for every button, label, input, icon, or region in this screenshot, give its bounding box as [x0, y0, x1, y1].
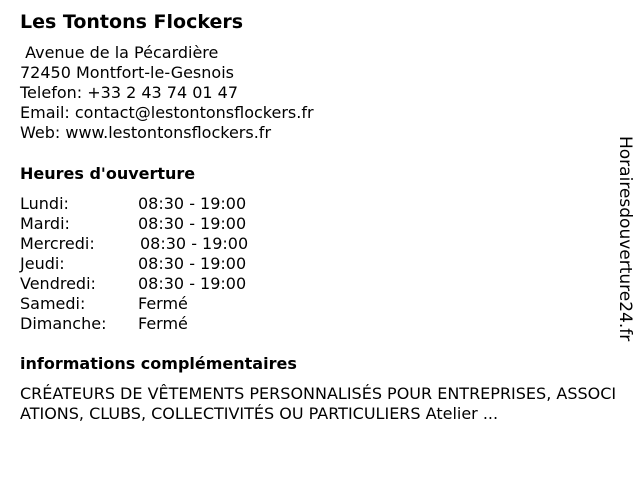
day-label: Samedi:: [20, 294, 86, 313]
hours-row-tuesday: [20, 214, 320, 234]
day-hours: 08:30 - 19:00: [138, 254, 247, 273]
hours-heading: Heures d'ouverture: [20, 164, 196, 183]
hours-row-saturday: [20, 294, 320, 314]
day-label: Dimanche:: [20, 314, 107, 333]
hours-table: [20, 194, 320, 334]
hours-row-friday: [20, 274, 320, 294]
hours-row-wednesday: [20, 234, 320, 254]
day-label: Vendredi:: [20, 274, 96, 293]
email-line: Email: contact@lestontonsflockers.fr: [20, 103, 314, 122]
day-hours: 08:30 - 19:00: [138, 214, 247, 233]
business-name: Les Tontons Flockers: [20, 11, 244, 33]
hours-row-sunday: [20, 314, 320, 334]
hours-row-thursday: [20, 254, 320, 274]
day-label: Jeudi:: [20, 254, 65, 273]
day-hours: Fermé: [138, 294, 188, 313]
street-address: Avenue de la Pécardière: [20, 43, 219, 62]
info-description: CRÉATEURS DE VÊTEMENTS PERSONNALISÉS POUR ENTREPRISES, ASSOCIATIONS, CLUBS, COLLECTIVITÉS OU PARTICULIERS Atelier ...: [20, 384, 617, 423]
day-label: Mercredi:: [20, 234, 95, 253]
info-heading: informations complémentaires: [20, 354, 297, 373]
web-line: Web: www.lestontonsflockers.fr: [20, 123, 272, 142]
city-address: 72450 Montfort-le-Gesnois: [20, 63, 234, 82]
day-hours: Fermé: [138, 314, 188, 333]
phone-line: Telefon: +33 2 43 74 01 47: [20, 83, 239, 102]
hours-row-monday: [20, 194, 320, 214]
address-block: [20, 43, 314, 143]
day-label: Mardi:: [20, 214, 70, 233]
day-hours: 08:30 - 19:00: [140, 234, 249, 253]
day-label: Lundi:: [20, 194, 69, 213]
day-hours: 08:30 - 19:00: [138, 274, 247, 293]
day-hours: 08:30 - 19:00: [138, 194, 247, 213]
site-watermark: Horairesdouverture24.fr: [615, 136, 635, 342]
